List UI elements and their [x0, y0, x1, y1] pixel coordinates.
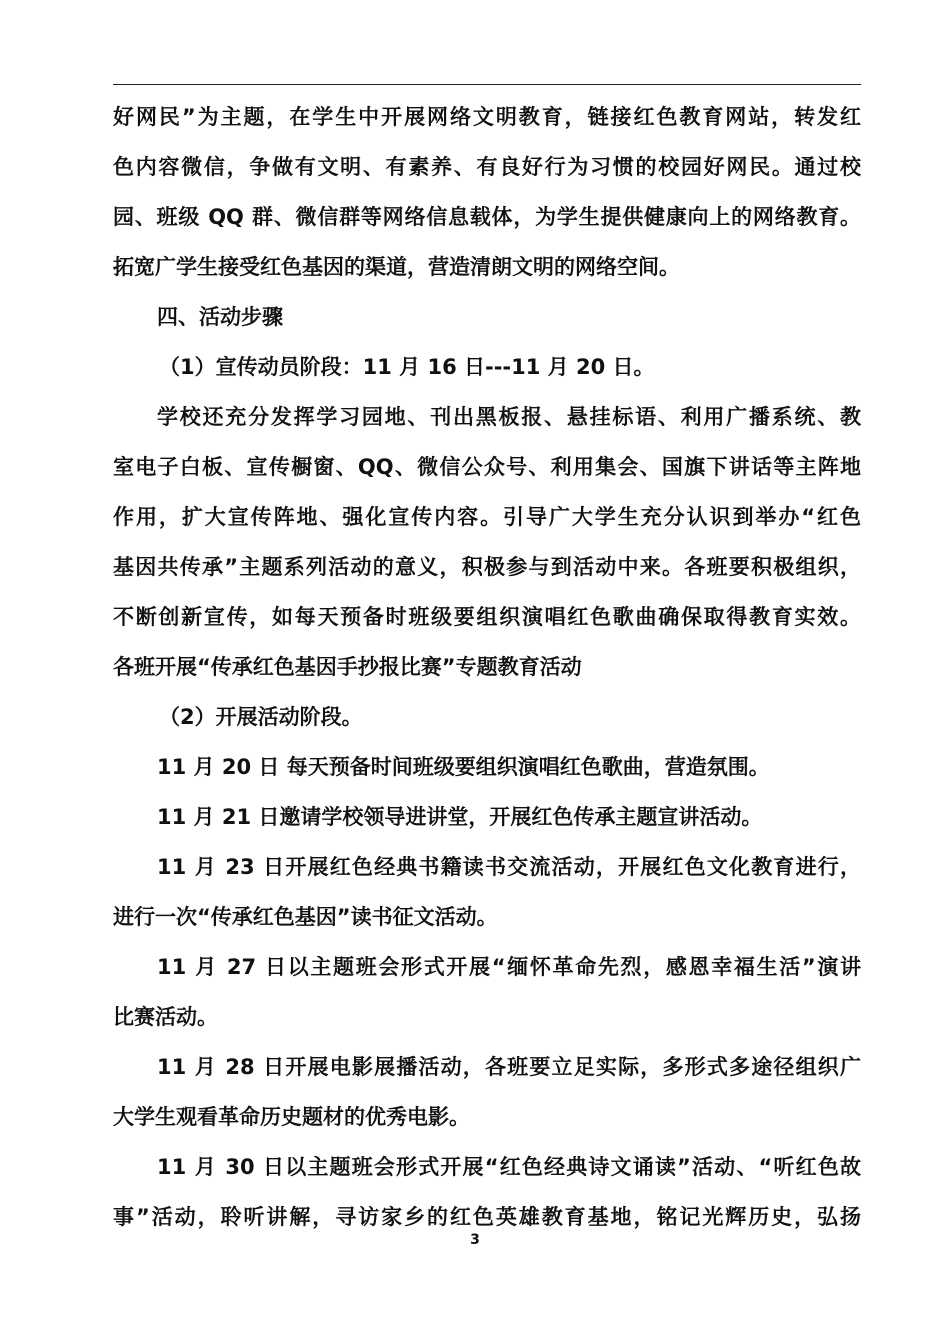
section-heading: 四、活动步骤 [157, 305, 283, 329]
document-body [113, 92, 861, 1242]
text-line: 室电子白板、宣传橱窗、QQ、微信公众号、利用集会、国旗下讲话等主阵地 [113, 455, 861, 479]
page-number: 3 [470, 1232, 480, 1248]
text-line: 基因共传承”主题系列活动的意义，积极参与到活动中来。各班要积极组织， [113, 555, 861, 579]
schedule-item: 11 月 30 日以主题班会形式开展“红色经典诗文诵读”活动、“听红色故 [157, 1155, 861, 1179]
schedule-item: 11 月 20 日 每天预备时间班级要组织演唱红色歌曲，营造氛围。 [157, 755, 770, 779]
text-line: 事”活动，聆听讲解，寻访家乡的红色英雄教育基地，铭记光辉历史，弘扬 [113, 1205, 861, 1229]
schedule-item: 11 月 21 日邀请学校领导进讲堂，开展红色传承主题宣讲活动。 [157, 805, 763, 829]
stage-heading: （2）开展活动阶段。 [159, 705, 363, 729]
schedule-item: 11 月 28 日开展电影展播活动，各班要立足实际，多形式多途径组织广 [157, 1055, 861, 1079]
stage-heading: （1）宣传动员阶段：11 月 16 日---11 月 20 日。 [159, 355, 655, 379]
text-line: 学校还充分发挥学习园地、刊出黑板报、悬挂标语、利用广播系统、教 [157, 405, 861, 429]
text-line: 园、班级 QQ 群、微信群等网络信息载体，为学生提供健康向上的网络教育。 [113, 205, 861, 229]
text-line: 好网民”为主题，在学生中开展网络文明教育，链接红色教育网站，转发红 [113, 105, 861, 129]
text-line: 各班开展“传承红色基因手抄报比赛”专题教育活动 [113, 655, 582, 679]
schedule-item: 11 月 27 日以主题班会形式开展“缅怀革命先烈，感恩幸福生活”演讲 [157, 955, 861, 979]
schedule-item: 11 月 23 日开展红色经典书籍读书交流活动，开展红色文化教育进行， [157, 855, 861, 879]
text-line: 拓宽广学生接受红色基因的渠道，营造清朗文明的网络空间。 [113, 255, 680, 279]
text-line: 不断创新宣传，如每天预备时班级要组织演唱红色歌曲确保取得教育实效。 [113, 605, 861, 629]
text-line: 色内容微信，争做有文明、有素养、有良好行为习惯的校园好网民。通过校 [113, 155, 861, 179]
text-line: 大学生观看革命历史题材的优秀电影。 [113, 1105, 470, 1129]
header-rule [113, 84, 861, 85]
text-line: 比赛活动。 [113, 1005, 218, 1029]
text-line: 进行一次“传承红色基因”读书征文活动。 [113, 905, 498, 929]
text-line: 作用，扩大宣传阵地、强化宣传内容。引导广大学生充分认识到举办“红色 [113, 505, 861, 529]
